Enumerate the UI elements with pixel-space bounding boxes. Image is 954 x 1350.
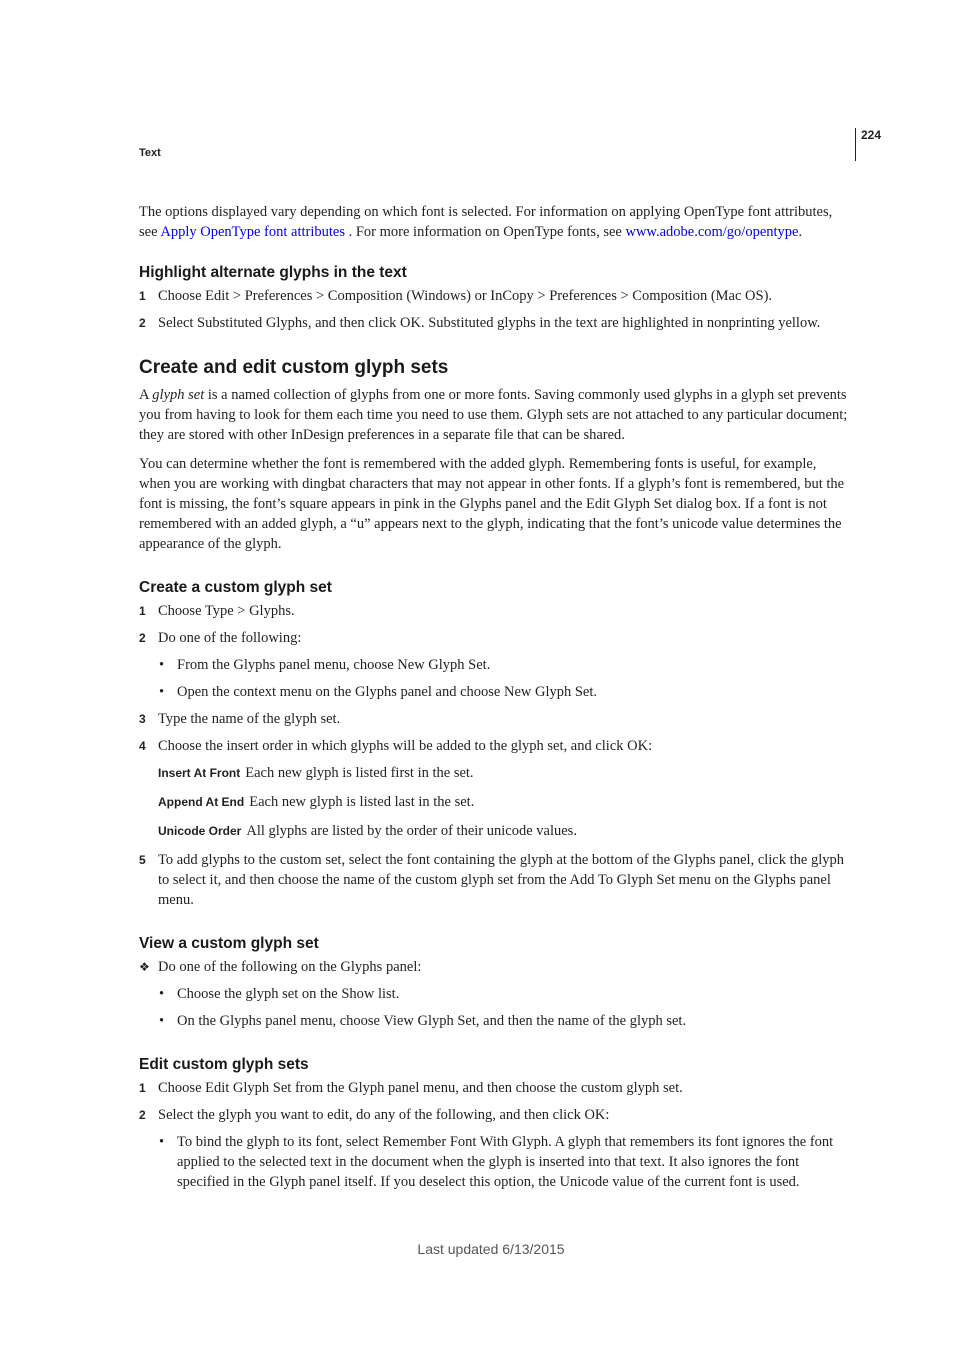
view-bullet-1: • Choose the glyph set on the Show list. bbox=[159, 986, 400, 1002]
custom-glyph-sets-heading: Create and edit custom glyph sets bbox=[139, 357, 449, 378]
view-step: ❖ Do one of the following on the Glyphs panel: bbox=[139, 959, 422, 975]
create-step-4: 4 Choose the insert order in which glyphs will be added to the glyph set, and click OK: bbox=[139, 738, 653, 754]
page-content bbox=[139, 202, 851, 1199]
create-step-2: 2 Do one of the following: bbox=[139, 630, 302, 646]
view-bullet-2: • On the Glyphs panel menu, choose View Glyph Set, and then the name of the glyph set. bbox=[159, 1013, 687, 1029]
edit-step-1: 1 Choose Edit Glyph Set from the Glyph panel menu, and then choose the custom glyph set. bbox=[139, 1080, 683, 1096]
create-bullet-2: • Open the context menu on the Glyphs panel and choose New Glyph Set. bbox=[159, 684, 598, 700]
highlight-heading: Highlight alternate glyphs in the text bbox=[139, 264, 407, 281]
apply-opentype-link[interactable]: Apply OpenType font attributes bbox=[160, 224, 345, 240]
adobe-opentype-link[interactable]: www.adobe.com/go/opentype bbox=[625, 224, 799, 240]
intro-paragraph: The options displayed vary depending on which font is selected. For information on applying OpenType font attributes, see Apply OpenType font attributes . For more information on OpenType fonts, see www.adobe.com/go/opentype. bbox=[139, 204, 833, 240]
view-set-heading: View a custom glyph set bbox=[139, 935, 319, 952]
remember-font-paragraph: You can determine whether the font is remembered with the added glyph. Remembering fonts is useful, for example, when you are working with dingbat characters that may not appear in other fonts. If a glyph’s font is remembered, but the font is missing, the font’s square appears in pink in the Glyphs panel and the Edit Glyph Set dialog box. If a font is not remembered with an added glyph, a “u” appears next to the glyph, indicating that the font’s unicode value determines the appearance of the glyph. bbox=[139, 456, 845, 552]
option-insert-at-front: Insert At Front Each new glyph is listed first in the set. bbox=[158, 765, 474, 781]
create-bullet-1: • From the Glyphs panel menu, choose New Glyph Set. bbox=[159, 657, 491, 673]
edit-bullet-1: • To bind the glyph to its font, select Remember Font With Glyph. A glyph that remembers its font ignores the font applied to the selected text in the document when the glyph is inserted into that text. It also ignores the font specified in the Glyph panel itself. If you deselect this option, the Unicode value of the current font is used. bbox=[159, 1134, 834, 1190]
create-step-5: 5 To add glyphs to the custom set, select the font containing the glyph at the bottom of the Glyphs panel, click the glyph to select it, and then choose the name of the custom glyph set from the Add To Glyph Set menu on the Glyphs panel menu. bbox=[139, 852, 844, 908]
page-number: 224 bbox=[861, 128, 882, 142]
option-append-at-end: Append At End Each new glyph is listed last in the set. bbox=[158, 794, 475, 810]
create-step-1: 1 Choose Type > Glyphs. bbox=[139, 603, 295, 619]
create-set-heading: Create a custom glyph set bbox=[139, 579, 332, 596]
edit-step-2: 2 Select the glyph you want to edit, do any of the following, and then click OK: bbox=[139, 1107, 610, 1123]
option-unicode-order: Unicode Order All glyphs are listed by the order of their unicode values. bbox=[158, 823, 577, 839]
edit-sets-heading: Edit custom glyph sets bbox=[139, 1056, 309, 1073]
diamond-bullet-icon: ❖ bbox=[139, 960, 150, 974]
highlight-step-2: 2 Select Substituted Glyphs, and then click OK. Substituted glyphs in the text are highlighted in nonprinting yellow. bbox=[139, 315, 821, 331]
running-head: Text bbox=[139, 147, 161, 159]
glyph-set-definition: A glyph set is a named collection of glyphs from one or more fonts. Saving commonly used glyphs in a glyph set prevents you from having to look for them each time you need to use them. Glyph sets are not attached to any particular document; they are stored with other InDesign preferences in a separate file that can be shared. bbox=[139, 387, 848, 443]
footer-last-updated: Last updated 6/13/2015 bbox=[417, 1241, 565, 1257]
header-rule bbox=[855, 128, 856, 161]
highlight-step-1: 1 Choose Edit > Preferences > Composition (Windows) or InCopy > Preferences > Composition (Mac OS). bbox=[139, 288, 773, 304]
create-step-3: 3 Type the name of the glyph set. bbox=[139, 711, 341, 727]
